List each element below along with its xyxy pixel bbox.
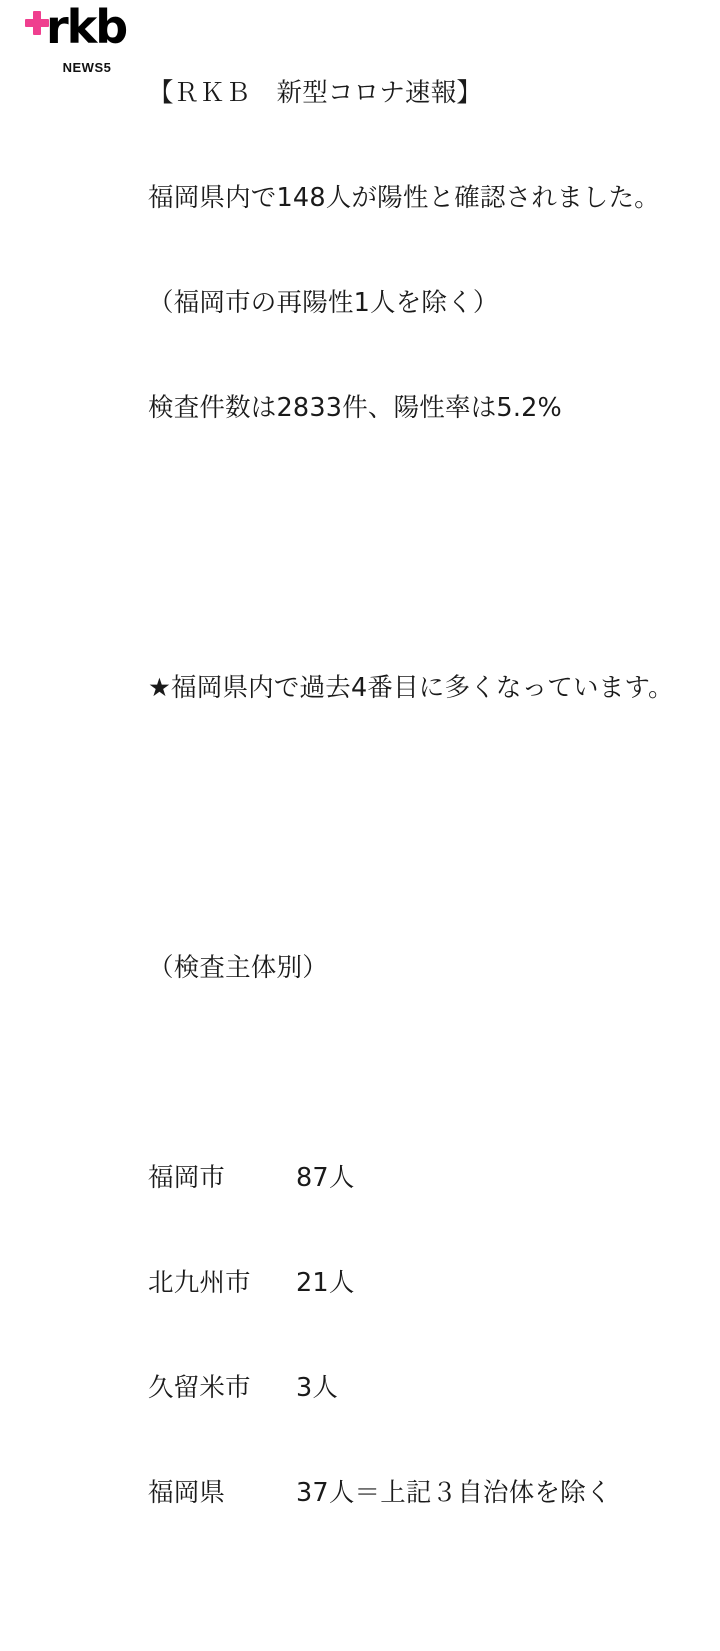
- article-headline: 【ＲＫＢ 新型コロナ速報】: [148, 78, 483, 108]
- logo-subtitle: NEWS5: [62, 60, 112, 75]
- article-note: ★福岡県内で過去4番目に多くなっています。: [148, 673, 674, 703]
- spacer-1: [148, 531, 708, 566]
- breakdown-table: [148, 1091, 708, 1581]
- table-row: [148, 1266, 708, 1301]
- logo-wordmark: rkb: [46, 0, 127, 54]
- breakdown-title: （検査主体別）: [148, 953, 328, 983]
- table-row: [148, 1371, 708, 1406]
- spacer-2: [148, 811, 708, 846]
- article-paragraph-3: 検査件数は2833件、陽性率は5.2%: [148, 393, 562, 423]
- breakdown-label: 久留米市: [148, 1373, 251, 1403]
- rkb-news-logo: [22, 0, 134, 75]
- breakdown-label: 北九州市: [148, 1268, 251, 1298]
- article-body: [148, 6, 708, 1651]
- table-row: [148, 1476, 708, 1511]
- article-paragraph-2: （福岡市の再陽性1人を除く）: [148, 288, 499, 318]
- article-paragraph-1: 福岡県内で148人が陽性と確認されました。: [148, 183, 660, 213]
- breakdown-label: 福岡市: [148, 1163, 226, 1193]
- breakdown-value: 21人: [296, 1268, 355, 1298]
- breakdown-value: 3人: [296, 1373, 339, 1403]
- table-row: [148, 1161, 708, 1196]
- breakdown-label: 福岡県: [148, 1478, 226, 1508]
- breakdown-value: 87人: [296, 1163, 355, 1193]
- logo-row: [22, 0, 134, 54]
- breakdown-value: 37人＝上記３自治体を除く: [296, 1478, 612, 1508]
